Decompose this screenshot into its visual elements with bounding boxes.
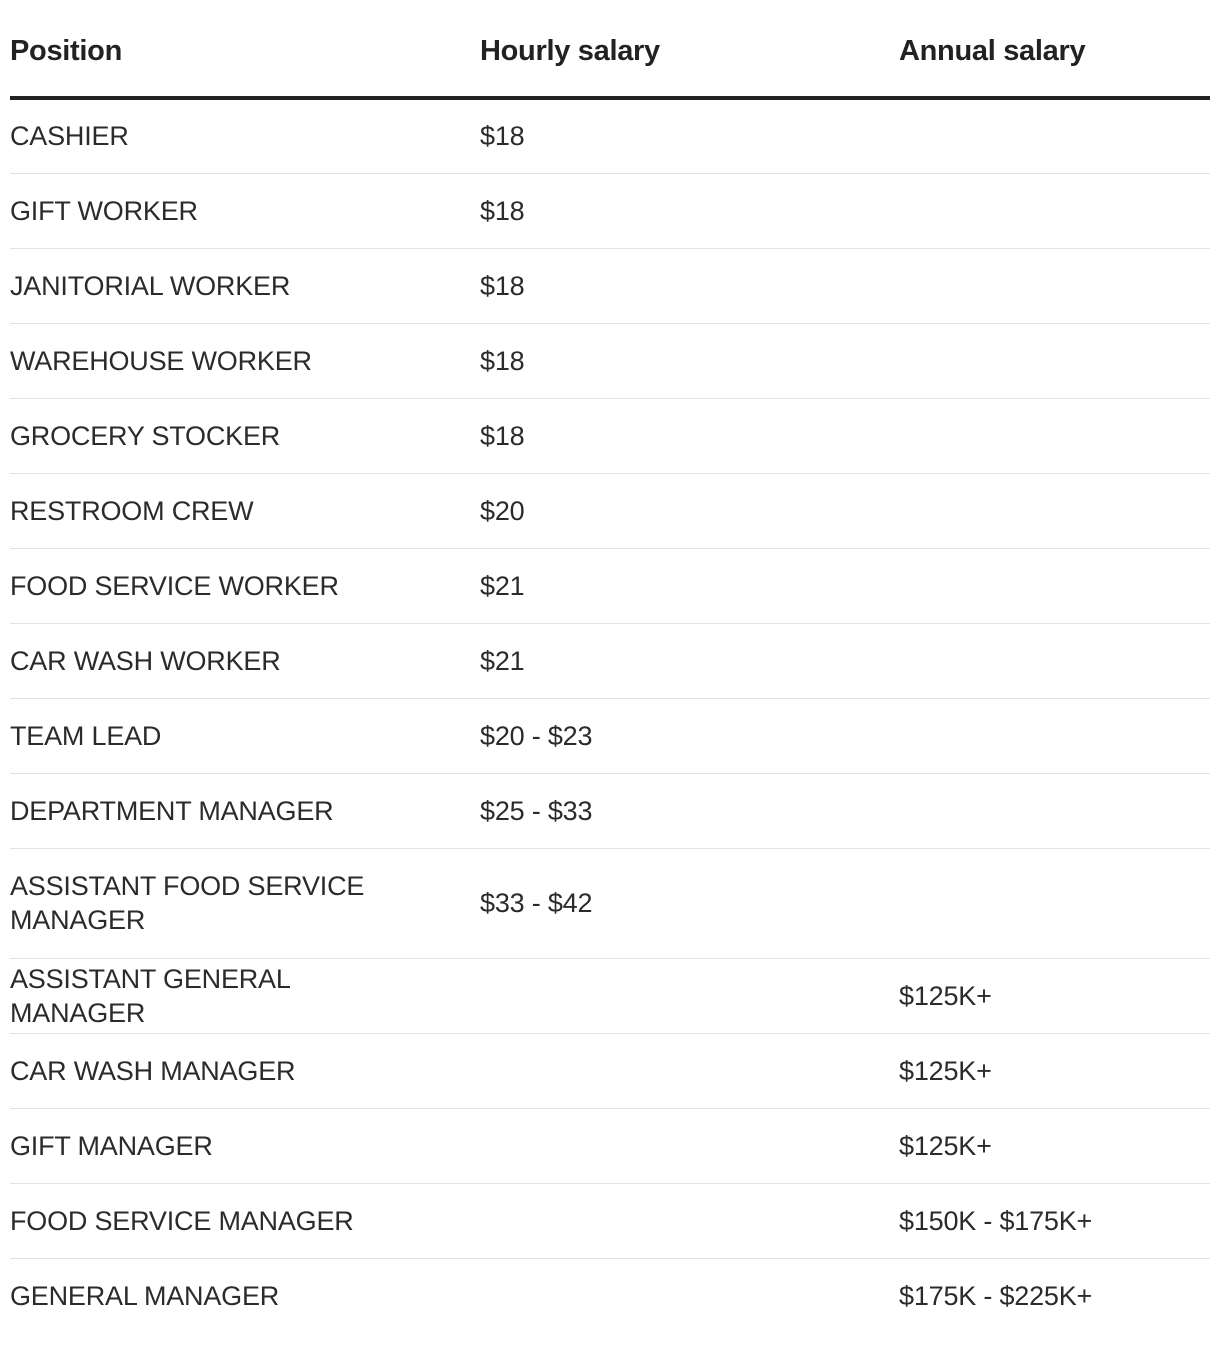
table-row xyxy=(10,698,1210,773)
header-annual-salary: Annual salary xyxy=(899,0,1210,98)
hourly-cell: $21 xyxy=(480,623,899,698)
table-row xyxy=(10,1108,1210,1183)
salary-table xyxy=(10,0,1210,1333)
header-hourly-salary: Hourly salary xyxy=(480,0,899,98)
annual-cell xyxy=(899,173,1210,248)
hourly-cell: $18 xyxy=(480,248,899,323)
table-row xyxy=(10,248,1210,323)
position-cell: GENERAL MANAGER xyxy=(10,1280,280,1311)
table-row xyxy=(10,1033,1210,1108)
table-row xyxy=(10,173,1210,248)
table-body xyxy=(10,98,1210,1333)
annual-cell: $125K+ xyxy=(899,1108,1210,1183)
position-cell: WAREHOUSE WORKER xyxy=(10,323,480,398)
table-row xyxy=(10,958,1210,1033)
table-row xyxy=(10,548,1210,623)
annual-cell xyxy=(899,623,1210,698)
hourly-cell xyxy=(480,1258,899,1333)
header-row xyxy=(10,0,1210,98)
position-cell: RESTROOM CREW xyxy=(10,473,480,548)
table-row xyxy=(10,473,1210,548)
table-header xyxy=(10,0,1210,98)
position-cell: ASSISTANT FOOD SERVICE MANAGER xyxy=(10,848,480,958)
annual-cell xyxy=(899,848,1210,958)
salary-table-container xyxy=(10,0,1210,1333)
annual-cell xyxy=(899,98,1210,173)
hourly-cell xyxy=(480,1183,899,1258)
annual-cell: $150K - $175K+ xyxy=(899,1183,1210,1258)
table-row xyxy=(10,623,1210,698)
hourly-cell: $25 - $33 xyxy=(480,773,899,848)
header-position: Position xyxy=(10,0,480,98)
position-cell: ASSISTANT GENERAL MANAGER xyxy=(10,958,480,1033)
hourly-cell: $33 - $42 xyxy=(480,848,899,958)
table-row xyxy=(10,1183,1210,1258)
table-row xyxy=(10,98,1210,173)
position-cell: JANITORIAL WORKER xyxy=(10,248,480,323)
hourly-cell: $18 xyxy=(480,398,899,473)
position-cell: CAR WASH MANAGER xyxy=(10,1033,480,1108)
position-cell: FOOD SERVICE WORKER xyxy=(10,548,480,623)
annual-cell xyxy=(899,773,1210,848)
table-row xyxy=(10,398,1210,473)
annual-cell: $125K+ xyxy=(899,958,1210,1033)
hourly-cell xyxy=(480,1033,899,1108)
table-row xyxy=(10,848,1210,958)
hourly-cell xyxy=(480,1108,899,1183)
hourly-cell: $21 xyxy=(480,548,899,623)
table-row xyxy=(10,773,1210,848)
hourly-cell: $20 - $23 xyxy=(480,698,899,773)
hourly-cell: $20 xyxy=(480,473,899,548)
annual-cell xyxy=(899,248,1210,323)
hourly-cell xyxy=(480,958,899,1033)
position-cell: GROCERY STOCKER xyxy=(10,398,480,473)
table-row xyxy=(10,1258,1210,1333)
annual-cell xyxy=(899,473,1210,548)
hourly-cell: $18 xyxy=(480,323,899,398)
position-cell: CAR WASH WORKER xyxy=(10,623,480,698)
annual-cell: $175K - $225K+ xyxy=(899,1280,1093,1311)
position-cell: FOOD SERVICE MANAGER xyxy=(10,1183,480,1258)
annual-cell xyxy=(899,323,1210,398)
annual-cell: $125K+ xyxy=(899,1033,1210,1108)
annual-cell xyxy=(899,548,1210,623)
position-cell: DEPARTMENT MANAGER xyxy=(10,773,480,848)
position-cell: GIFT MANAGER xyxy=(10,1108,480,1183)
annual-cell xyxy=(899,698,1210,773)
position-cell: GIFT WORKER xyxy=(10,173,480,248)
annual-cell xyxy=(899,398,1210,473)
position-cell: TEAM LEAD xyxy=(10,698,480,773)
hourly-cell: $18 xyxy=(480,173,899,248)
position-cell: CASHIER xyxy=(10,98,480,173)
table-row xyxy=(10,323,1210,398)
hourly-cell: $18 xyxy=(480,98,899,173)
